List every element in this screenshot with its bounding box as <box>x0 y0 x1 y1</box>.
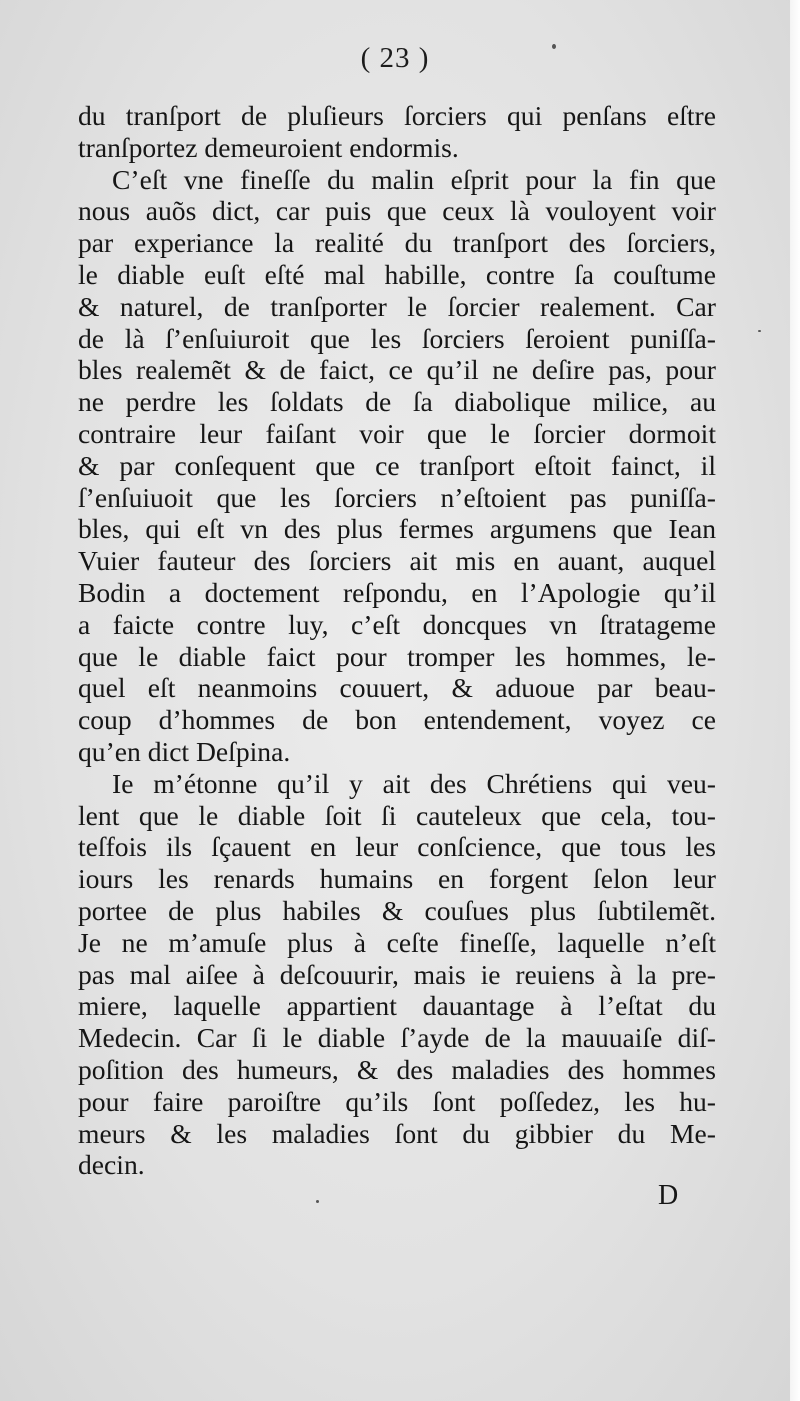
text-line: Vuier fauteur des ſorciers ait mis en auant, auquel <box>78 545 716 577</box>
text-line: du tranſport de pluſieurs ſorciers qui penſans eſtre <box>78 100 716 131</box>
body-text <box>78 100 716 1181</box>
paragraph <box>78 100 716 164</box>
ink-speck <box>758 330 761 332</box>
text-line: Medecin. Car ſi le diable ſ’ayde de la mauuaiſe diſ- <box>78 1022 716 1054</box>
text-line: bles realemẽt & de faict, ce qu’il ne deſire pas, pour <box>78 354 716 386</box>
text-line: iours les renards humains en forgent ſelon leur <box>78 863 716 895</box>
text-line: bles, qui eſt vn des plus fermes argumens que Iean <box>78 513 716 545</box>
text-line: le diable euſt eſté mal habille, contre ſa couſtume <box>78 258 716 290</box>
text-line: que le diable faict pour tromper les hommes, le- <box>78 640 716 672</box>
text-line: pas mal aiſee à deſcouurir, mais ie reuiens à la pre- <box>78 958 716 990</box>
text-line: Je ne m’amuſe plus à ceſte fineſſe, laquelle n’eſt <box>78 926 716 958</box>
paragraph <box>78 164 716 768</box>
text-line: ne perdre les ſoldats de ſa diabolique milice, au <box>78 386 716 418</box>
text-line: tranſportez demeuroient endormis. <box>78 131 459 163</box>
text-line: meurs & les maladies ſont du gibbier du Me- <box>78 1117 716 1149</box>
text-line: Ie m’étonne qu’il y ait des Chrétiens qui veu- <box>112 767 716 799</box>
page-number: ( 23 ) <box>360 42 430 74</box>
text-line: coup d’hommes de bon entendement, voyez ce <box>78 704 716 736</box>
text-line: contraire leur faiſant voir que le ſorcier dormoit <box>78 417 716 449</box>
text-line: de là ſ’enſuiuroit que les ſorciers ſeroient puniſſa- <box>78 322 716 354</box>
text-line: qu’en dict Deſpina. <box>78 735 291 767</box>
text-line: & naturel, de tranſporter le ſorcier realement. Car <box>78 290 716 322</box>
text-line: miere, laquelle appartient dauantage à l’eſtat du <box>78 990 716 1022</box>
text-line: lent que le diable ſoit ſi cauteleux que cela, tou- <box>78 799 716 831</box>
text-line: poſition des humeurs, & des maladies des hommes <box>78 1053 716 1085</box>
text-line: decin. <box>78 1149 145 1181</box>
text-line: a faicte contre luy, c’eſt doncques vn ſtratageme <box>78 608 716 640</box>
text-line: quel eſt neanmoins couuert, & aduoue par beau- <box>78 672 716 704</box>
signature-mark: D <box>658 1180 679 1211</box>
text-line: ſ’enſuiuoit que les ſorciers n’eſtoient pas puniſſa- <box>78 481 716 513</box>
ink-speck <box>552 44 556 49</box>
text-line: nous auõs dict, car puis que ceux là vouloyent voir <box>78 195 716 227</box>
text-line: C’eſt vne fineſſe du malin eſprit pour la fin que <box>112 163 716 195</box>
paragraph <box>78 768 716 1181</box>
text-line: & par conſequent que ce tranſport eſtoit fainct, il <box>78 449 716 481</box>
text-line: pour faire paroiſtre qu’ils ſont poſſedez, les hu- <box>78 1085 716 1117</box>
text-line: portee de plus habiles & couſues plus ſubtilemẽt. <box>78 894 716 926</box>
text-line: teſfois ils ſçauent en leur conſcience, que tous les <box>78 831 716 863</box>
text-line: par experiance la realité du tranſport des ſorciers, <box>78 227 716 259</box>
text-line: Bodin a doctement reſpondu, en l’Apologie qu’il <box>78 576 716 608</box>
page-edge <box>790 0 800 1401</box>
ink-speck <box>316 1200 319 1203</box>
